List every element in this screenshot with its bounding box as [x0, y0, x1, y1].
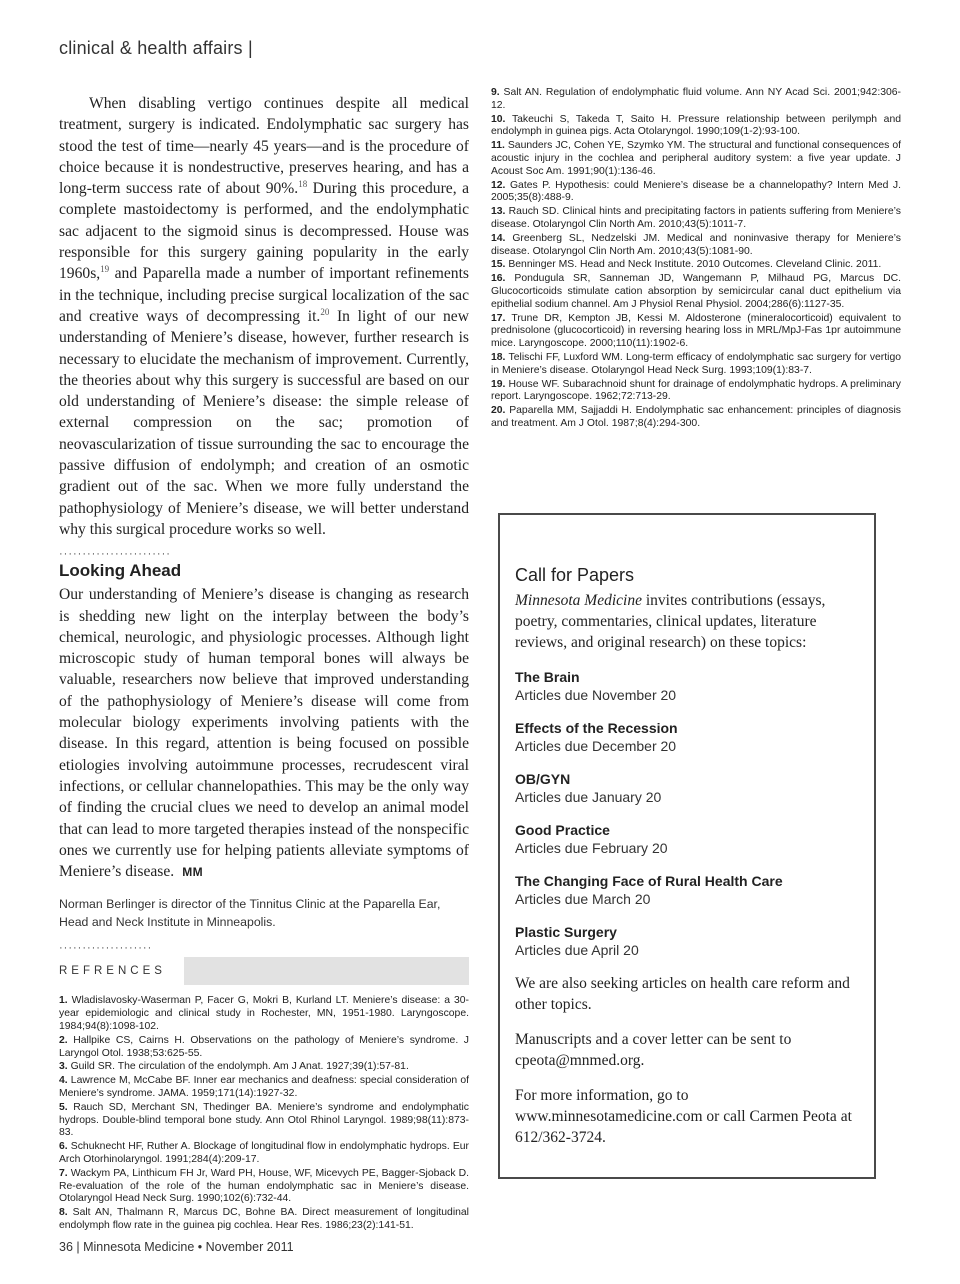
reference-text: Pondugula SR, Sanneman JD, Wangemann P, Milhaud PG, Marcus DC. Glucocorticoids stimulate cation absorption by semicircular canal duct epithelium via epithelial sodium channel. Am J Physiol Renal Physiol. 2004;286(6):1127-35.: [491, 273, 902, 310]
topic-due-date: Articles due November 20: [515, 687, 677, 703]
topic-title: The Changing Face of Rural Health Care: [515, 873, 783, 889]
left-column: [59, 93, 469, 1234]
topic-title: OB/GYN: [515, 771, 571, 787]
reference-item: [491, 405, 901, 431]
topic-item: [515, 719, 860, 755]
reference-number: 4.: [59, 1075, 68, 1087]
intro-text: invites contributions (essays, poetry, commentaries, clinical updates, literature reviews, and original research) on these topics:: [515, 592, 826, 651]
call-for-papers-box: [498, 513, 876, 1179]
citation-20: 20: [320, 306, 330, 317]
paragraph-2-text: Our understanding of Meniere’s disease is changing as research is shedding new light on the interplay between the body’s chemical, neurologic, and physiologic processes. Although light microscopic study of human temporal bones will always be valuable, researchers now believe that improved understanding of the pathophysiology of Meniere’s disease will come from molecular biology experiments involving patients with the disease. In this regard, attention is being focused on possible etiologies involving autoimmune processes, recrudescent viral infections, or cellular channelopathies. This may be the only way of finding the crucial clues we need to develop an animal model that can lead to more targeted therapies instead of the nonspecific ones we currently use for helping patients alleviate symptoms of Meniere’s disease.: [59, 586, 469, 881]
reference-number: 1.: [59, 995, 68, 1007]
reference-item: [59, 1102, 469, 1140]
topic-item: [515, 923, 860, 959]
section-divider-dots: ························: [59, 549, 171, 560]
reference-text: Saunders JC, Cohen YE, Szymko YM. The structural and functional consequences of acoustic injury in the cochlea and peripheral auditory system: a five year update. J Acoust Soc Am. 1991;90(1):136-46.: [491, 140, 901, 177]
reference-number: 5.: [59, 1101, 68, 1113]
citation-18: 18: [298, 179, 308, 189]
reference-number: 7.: [59, 1167, 68, 1179]
reference-text: Greenberg SL, Nedzelski JM. Medical and noninvasive therapy for Meniere’s disease. Otolaryngol Clin North Am. 2010;43(5):1081-90.: [491, 232, 901, 257]
topic-item: [515, 770, 860, 806]
topic-due-date: Articles due December 20: [515, 738, 677, 754]
reference-item: [491, 259, 901, 272]
reference-item: [491, 140, 901, 178]
topic-due-date: Articles due February 20: [515, 840, 668, 856]
reference-text: Guild SR. The circulation of the endolymph. Am J Anat. 1927;39(1):57-81.: [70, 1061, 409, 1073]
reference-item: [491, 180, 901, 206]
references-divider-dots: ····················: [59, 943, 153, 954]
journal-name: Minnesota Medicine: [515, 592, 642, 609]
reference-item: [491, 87, 901, 113]
reference-text: Benninger MS. Head and Neck Institute. 2010 Outcomes. Cleveland Clinic. 2011.: [508, 259, 882, 271]
reference-text: Lawrence M, McCabe BF. Inner ear mechanics and deafness: special consideration of Meniere’s syndrome. JAMA. 1959;171(14):1927-32.: [59, 1075, 469, 1099]
reference-text: Takeuchi S, Takeda T, Saito H. Pressure relationship between perilymph and endolymph in guinea pigs. Acta Otolaryngol. 1990;109(1-2):93-100.: [491, 113, 901, 138]
topic-list: [515, 668, 860, 959]
reference-number: 20.: [491, 405, 506, 417]
topic-title: The Brain: [515, 669, 580, 685]
reference-text: Rauch SD, Merchant SN, Thedinger BA. Meniere’s syndrome and endolymphatic hydrops. Double-blind temporal bone study. Ann Otol Rhinol Laryngol. 1989;98(11):873-83.: [59, 1101, 470, 1139]
reference-item: [59, 1141, 469, 1167]
paragraph-1-part-c: and Paparella made a number of important refinements in the technique, including precise surgical localization of the sac and creative ways of decompressing it.: [59, 265, 469, 325]
section-heading: Looking Ahead: [59, 561, 182, 581]
reference-text: Gates P. Hypothesis: could Meniere’s disease be a channelopathy? Intern Med J. 2005;35(8):488-9.: [491, 179, 901, 204]
reference-number: 8.: [59, 1207, 68, 1219]
call-for-papers-intro: [515, 590, 860, 653]
reference-item: [59, 1061, 469, 1074]
reference-text: Salt AN, Thalmann R, Marcus DC, Bohne BA. Direct measurement of longitudinal endolymph flow rate in the guinea pig cochlea. Hear Res. 1986;23(2):141-51.: [59, 1207, 469, 1231]
reference-text: Trune DR, Kempton JB, Kessi M. Aldosterone (mineralocorticoid) equivalent to prednisolone (glucocorticoid) in reversing hearing loss in MRL/MpJ-Fas 1pr autoimmune mice. Laryngoscope. 2000;110(11):1902-6.: [491, 312, 902, 350]
topic-title: Good Practice: [515, 822, 610, 838]
reference-list-left: [59, 995, 469, 1232]
citation-19: 19: [100, 264, 110, 275]
reference-text: Schuknecht HF, Ruther A. Blockage of longitudinal flow in endolymphatic hydrops. Eur Arch Otorhinolaryngol. 1991;284(4):209-17.: [59, 1141, 469, 1165]
article-paragraph-1: [59, 93, 469, 540]
reference-number: 19.: [491, 378, 506, 390]
reference-number: 12.: [491, 179, 506, 191]
article-paragraph-2: [59, 584, 469, 883]
reference-item: [59, 1035, 469, 1061]
reference-number: 17.: [491, 312, 506, 324]
reference-list-right: [491, 87, 901, 432]
reference-text: Hallpike CS, Cairns H. Observations on the pathology of Meniere’s syndrome. J Laryngol Otol. 1938;53:625-55.: [59, 1034, 469, 1059]
reference-item: [59, 1168, 469, 1206]
reference-number: 9.: [491, 87, 500, 98]
section-header: clinical & health affairs |: [59, 38, 253, 58]
reference-item: [59, 1075, 469, 1101]
reference-text: Wladislavosky-Waserman P, Facer G, Mokri B, Kurland LT. Meniere’s disease: a 30-year epidemiologic and clinical study in Rochester, MN, 1951-1980. Laryngoscope. 1984;94(8):1098-102.: [59, 995, 469, 1032]
reference-item: [491, 379, 901, 405]
topic-due-date: Articles due March 20: [515, 891, 651, 907]
end-mark: MM: [182, 865, 204, 880]
manuscripts-text: Manuscripts and a cover letter can be sent to cpeota@mnmed.org.: [515, 1031, 792, 1069]
call-for-papers-title: Call for Papers: [515, 565, 635, 585]
topic-title: Plastic Surgery: [515, 924, 617, 940]
paragraph-1-part-d: In light of our new understanding of Meniere’s disease, however, further research is necessary to elucidate the mechanism of improvement. Currently, the theories about why this surgery is successful are based on our old understanding of Meniere’s disease: the simple release of external compression on the sac; promotion of neovascularization of tissue surrounding the sac to encourage the passive diffusion of endolymph; and creation of an osmotic gradient out of the sac. When we more fully understand the pathophysiology of Meniere’s disease, we will better understand why this surgical procedure works so well.: [59, 307, 469, 538]
reference-text: Rauch SD. Clinical hints and precipitating factors in patients suffering from Meniere’s disease. Otolaryngol Clin North Am. 2010;43(5):1011-7.: [491, 206, 901, 230]
references-header-bar: [184, 957, 469, 985]
reference-number: 13.: [491, 206, 506, 218]
reference-item: [491, 206, 901, 232]
topic-item: [515, 872, 860, 908]
author-note: Norman Berlinger is director of the Tinnitus Clinic at the Paparella Ear, Head and Neck Institute in Minneapolis.: [59, 897, 441, 930]
topic-title: Effects of the Recession: [515, 720, 678, 736]
references-label: REFRENCES: [59, 965, 166, 978]
reference-text: Wackym PA, Linthicum FH Jr, Ward PH, House, WF, Micevych PE, Bagger-Sjoback D. Re-evaluation of the role of the human endolymphatic sac in Meniere’s disease. Otolaryngol Head Neck Surg. 1990;102(6):732-44.: [59, 1167, 470, 1205]
references-header: [59, 957, 469, 985]
reference-number: 2.: [59, 1034, 68, 1046]
reference-item: [491, 352, 901, 378]
page-footer: 36 | Minnesota Medicine • November 2011: [59, 1240, 294, 1254]
reference-number: 18.: [491, 351, 506, 363]
topic-due-date: Articles due April 20: [515, 942, 639, 958]
more-info-text: For more information, go to www.minnesotamedicine.com or call Carmen Peota at 612/362-3724.: [515, 1087, 852, 1146]
reference-text: House WF. Subarachnoid shunt for drainage of endolymphatic hydrops. A preliminary report. Laryngoscope. 1962;72:713-29.: [491, 378, 901, 403]
reference-item: [491, 273, 901, 311]
reference-item: [491, 233, 901, 259]
reference-number: 15.: [491, 259, 506, 271]
reference-text: Salt AN. Regulation of endolymphatic fluid volume. Ann NY Acad Sci. 2001;942:306-12.: [491, 87, 901, 111]
paragraph-1-part-b: During this procedure, a complete mastoidectomy is performed, and the endolymphatic sac adjacent to the sigmoid sinus is decompressed. House was responsible for this surgery gaining popularity in the early 1960s,: [59, 180, 469, 283]
reference-item: [59, 995, 469, 1033]
paragraph-1-part-a: When disabling vertigo continues despite all medical treatment, surgery is indicated. Endolymphatic sac surgery has stood the test of time—nearly 45 years—and is the procedure of choice because it is nondestructive, preserves hearing, and has a long-term success rate of about 90%.: [59, 95, 469, 198]
reference-item: [491, 313, 901, 351]
reference-text: Telischi FF, Luxford WM. Long-term efficacy of endolymphatic sac surgery for vertigo in Meniere’s disease. Otolaryngol Head Neck Surg. 1993;109(1):83-7.: [491, 351, 902, 376]
reference-number: 3.: [59, 1061, 68, 1073]
reference-item: [491, 114, 901, 140]
reference-number: 14.: [491, 232, 506, 244]
reference-number: 6.: [59, 1141, 68, 1153]
reference-number: 10.: [491, 113, 506, 125]
topic-due-date: Articles due January 20: [515, 789, 662, 805]
reference-number: 11.: [491, 140, 505, 152]
reference-number: 16.: [491, 273, 506, 285]
topic-item: [515, 821, 860, 857]
reference-item: [59, 1207, 469, 1233]
seeking-text: We are also seeking articles on health care reform and other topics.: [515, 975, 850, 1013]
reference-text: Paparella MM, Sajjaddi H. Endolymphatic sac enhancement: principles of diagnosis and treatment. Am J Otol. 1987;8(4):294-300.: [491, 405, 901, 429]
topic-item: [515, 668, 860, 704]
